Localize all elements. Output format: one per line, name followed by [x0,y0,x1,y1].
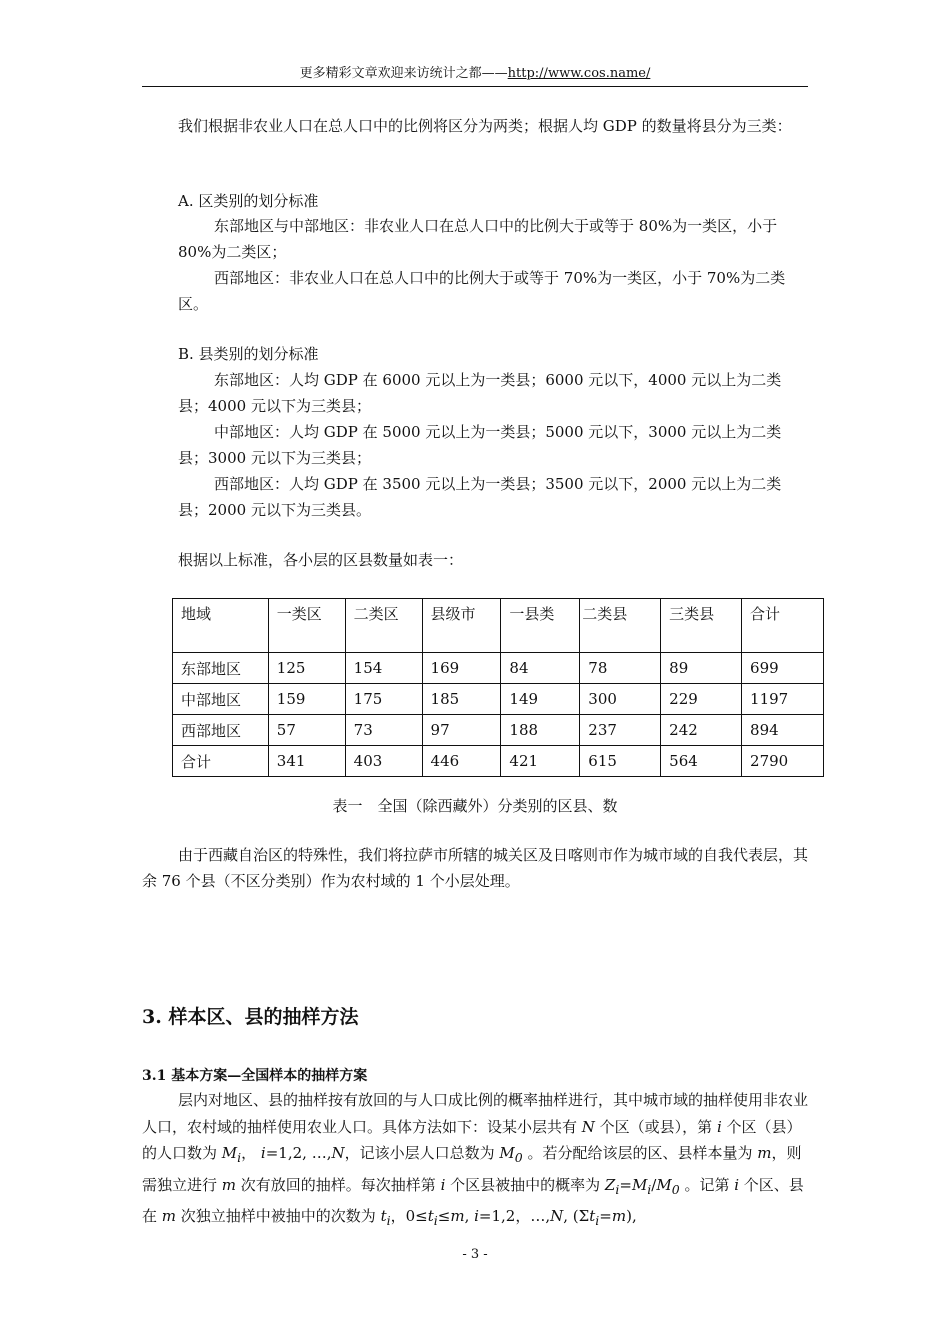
header-text: 更多精彩文章欢迎来访统计之都—— [299,66,508,81]
table-cell: 564 [661,746,742,777]
table-caption: 表一 全国（除西藏外）分类别的区县、数 [332,797,618,815]
table-cell: 169 [422,653,501,684]
table-cell: 149 [501,684,580,715]
section-a-east-central: 东部地区与中部地区：非农业人口在总人口中的比例大于或等于 80%为一类区，小于 80%为二类区； [178,217,778,261]
table-cell: 175 [345,684,422,715]
table-cell: 615 [580,746,661,777]
table-cell: 403 [345,746,422,777]
table-header-cell: 二类区 [345,599,422,653]
table-cell: 合计 [173,746,269,777]
header-link[interactable]: http://www.cos.name/ [507,66,651,81]
table-cell: 341 [268,746,345,777]
table-intro: 根据以上标准，各小层的区县数量如表一： [178,551,464,569]
page-number: - 3 - [462,1247,488,1262]
table-header-cell: 合计 [742,599,824,653]
table-row [173,684,824,715]
table-cell: 159 [268,684,345,715]
section-b-title: B. 县类别的划分标准 [178,345,319,363]
section-3-1-heading: 3.1 基本方案—全国样本的抽样方案 [142,1068,368,1084]
table-header-cell: 三类县 [661,599,742,653]
table-cell: 西部地区 [173,715,269,746]
table-cell: 300 [580,684,661,715]
table-cell: 185 [422,684,501,715]
county-count-table [172,598,824,777]
table-cell: 237 [580,715,661,746]
table-cell: 446 [422,746,501,777]
table-cell: 57 [268,715,345,746]
section-3-1-paragraph: 层内对地区、县的抽样按有放回的与人口成比例的概率抽样进行，其中城市域的抽样使用非农业人口，农村域的抽样使用农业人口。具体方法如下：设某小层共有 N 个区（或县），第 i 个区（县）的人口数为 $M_i$， i=1,2, …,N，记该小层人口总数为 $M_0$ 。若分配给该层的区、县样本量为 m，则需独立进行 m 次有放回的抽样。每次抽样第 i 个区县被抽中的概率为 $Z_i=M_i/M_0$ 。记第 i 个区、县在 m 次独立抽样中被抽中的次数为 $t_i$，$0\le t_i\le m$, i=1,2，…,N, $(\Sigma t_i=m)$, [142,1091,809,1228]
table-cell: 78 [580,653,661,684]
section-b-east: 东部地区：人均 GDP 在 6000 元以上为一类县；6000 元以下，4000 元以上为二类县；4000 元以下为三类县； [178,371,782,415]
table-row [173,746,824,777]
table-header-cell: 县级市 [422,599,501,653]
table-cell: 东部地区 [173,653,269,684]
table-cell: 97 [422,715,501,746]
table-cell: 84 [501,653,580,684]
table-header-cell: 一县类 [501,599,580,653]
table-cell: 188 [501,715,580,746]
table-header-cell: 二类县 [580,599,661,653]
page-header [142,65,808,83]
header-rule [142,86,808,87]
table-cell: 89 [661,653,742,684]
table-cell: 2790 [742,746,824,777]
table-header-cell: 一类区 [268,599,345,653]
table-cell: 154 [345,653,422,684]
table-cell: 中部地区 [173,684,269,715]
table-cell: 894 [742,715,824,746]
table-cell: 699 [742,653,824,684]
section-a-title: A. 区类别的划分标准 [178,192,319,210]
table-header-row [173,599,824,653]
section-b-west: 西部地区：人均 GDP 在 3500 元以上为一类县；3500 元以下，2000 元以上为二类县；2000 元以下为三类县。 [178,475,782,519]
table-cell: 1197 [742,684,824,715]
table-cell: 229 [661,684,742,715]
section-b-central: 中部地区：人均 GDP 在 5000 元以上为一类县；5000 元以下，3000 元以上为二类县；3000 元以下为三类县； [178,423,782,467]
table-header-cell: 地域 [173,599,269,653]
table-cell: 73 [345,715,422,746]
table-row [173,715,824,746]
table-cell: 242 [661,715,742,746]
intro-paragraph: 我们根据非农业人口在总人口中的比例将区分为两类；根据人均 GDP 的数量将县分为三类： [178,117,792,135]
table-cell: 421 [501,746,580,777]
tibet-note: 由于西藏自治区的特殊性，我们将拉萨市所辖的城关区及日喀则市作为城市域的自我代表层，其余 76 个县（不区分类别）作为农村域的 1 个小层处理。 [142,846,809,890]
section-a-west: 西部地区：非农业人口在总人口中的比例大于或等于 70%为一类区，小于 70%为二类区。 [178,269,786,313]
section-3-heading: 3. 样本区、县的抽样方法 [142,1006,359,1028]
table-cell: 125 [268,653,345,684]
table-row [173,653,824,684]
